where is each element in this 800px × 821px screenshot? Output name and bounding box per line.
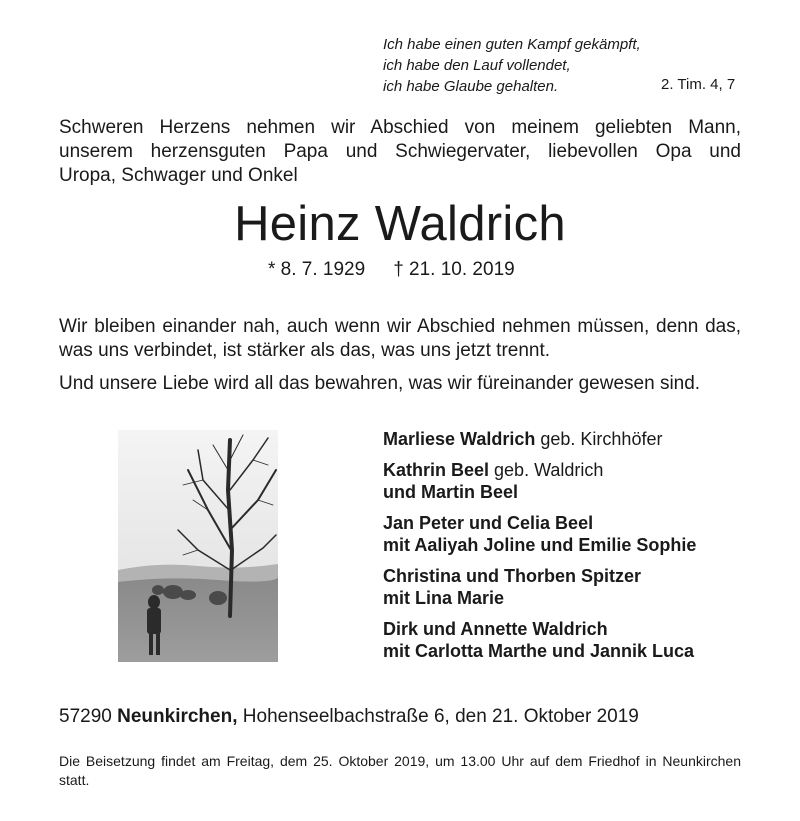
bible-verse bbox=[383, 34, 641, 97]
verse-reference: 2. Tim. 4, 7 bbox=[661, 76, 736, 93]
family-list bbox=[383, 428, 696, 671]
family-name: Jan Peter und Celia Beel bbox=[383, 513, 594, 533]
quote-text-2: Und unsere Liebe wird all das bewahren, was wir füreinander gewesen sind. bbox=[59, 373, 701, 394]
family-detail: geb. Waldrich bbox=[489, 460, 604, 480]
verse-line: ich habe Glaube gehalten. bbox=[383, 78, 559, 95]
tree-photo bbox=[118, 430, 278, 662]
life-dates bbox=[268, 259, 543, 281]
family-name: und Martin Beel bbox=[383, 482, 519, 502]
family-name: Marliese Waldrich bbox=[383, 429, 536, 449]
death-date: † 21. 10. 2019 bbox=[393, 259, 515, 280]
verse-line: Ich habe einen guten Kampf gekämpft, bbox=[383, 36, 641, 53]
birth-date: * 8. 7. 1929 bbox=[268, 259, 366, 280]
family-name: Kathrin Beel bbox=[383, 460, 490, 480]
family-name: mit Aaliyah Joline und Emilie Sophie bbox=[383, 535, 697, 555]
family-name: mit Carlotta Marthe und Jannik Luca bbox=[383, 641, 695, 661]
zip-code: 57290 bbox=[59, 706, 118, 727]
verse-line: ich habe den Lauf vollendet, bbox=[383, 57, 571, 74]
family-group bbox=[383, 618, 696, 662]
quote-text: Wir bleiben einander nah, auch wenn wir Abschied nehmen müssen, denn das, was uns verbindet, ist stärker als das, was uns jetzt trennt. bbox=[59, 316, 741, 361]
family-group bbox=[383, 565, 696, 609]
family-group bbox=[383, 459, 696, 503]
city: Neunkirchen, bbox=[117, 706, 238, 727]
family-detail: geb. Kirchhöfer bbox=[535, 429, 663, 449]
intro-text bbox=[59, 116, 741, 188]
burial-notice: Die Beisetzung findet am Freitag, dem 25. Oktober 2019, um 13.00 Uhr auf dem Friedhof in Neunkirchen statt. bbox=[59, 753, 741, 788]
intro-line: unserem herzensguten Papa und Schwiegervater, liebevollen Opa und bbox=[59, 141, 741, 162]
family-name: Christina und Thorben Spitzer bbox=[383, 566, 642, 586]
family-name: Dirk und Annette Waldrich bbox=[383, 619, 608, 639]
intro-line: Uropa, Schwager und Onkel bbox=[59, 165, 298, 186]
deceased-name: Heinz Waldrich bbox=[234, 197, 566, 251]
address-line bbox=[59, 706, 639, 728]
street-date: Hohenseelbachstraße 6, den 21. Oktober 2019 bbox=[237, 706, 639, 727]
family-group bbox=[383, 428, 696, 450]
family-name: mit Lina Marie bbox=[383, 588, 505, 608]
family-group bbox=[383, 512, 696, 556]
intro-line: Schweren Herzens nehmen wir Abschied von meinem geliebten Mann, bbox=[59, 117, 741, 138]
